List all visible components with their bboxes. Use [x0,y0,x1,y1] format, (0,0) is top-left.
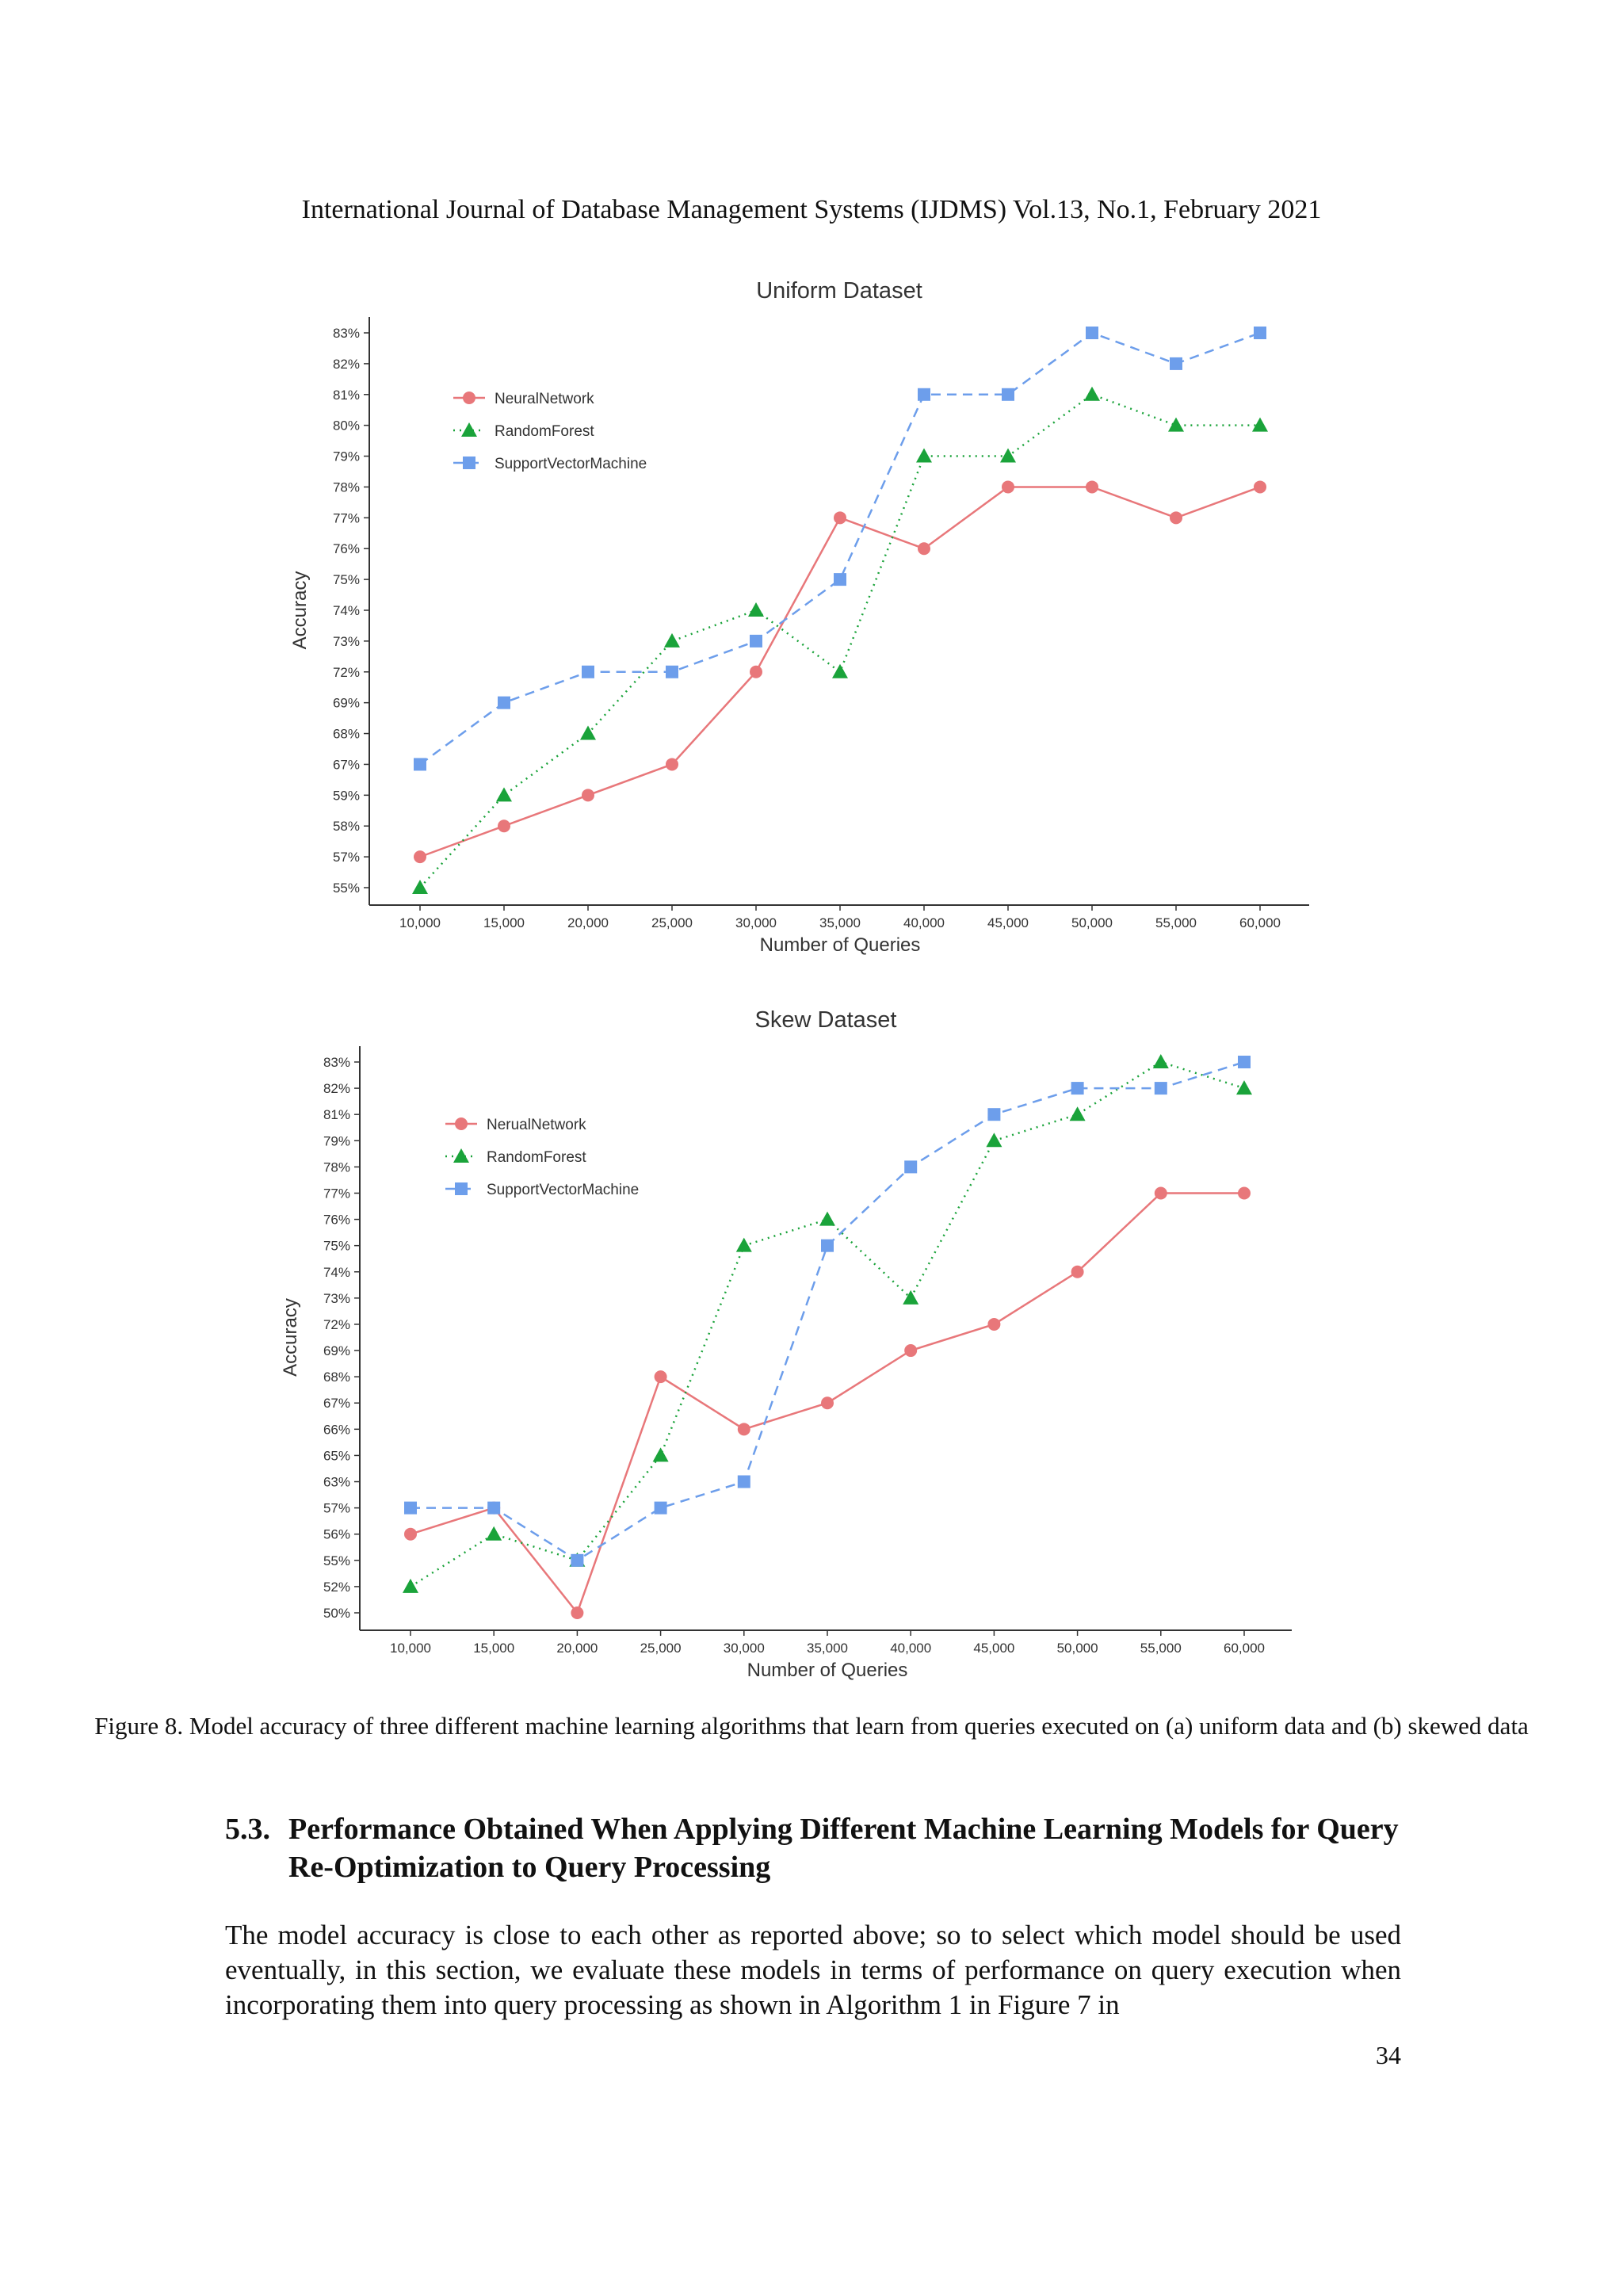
data-point [1000,449,1016,463]
y-tick-label: 50% [323,1606,350,1621]
x-tick-label: 40,000 [890,1641,932,1656]
y-tick-label: 55% [323,1553,350,1568]
data-point [1071,1266,1084,1278]
page-number: 34 [1376,2041,1401,2069]
x-tick-label: 60,000 [1224,1641,1265,1656]
y-tick-label: 83% [332,326,360,341]
x-tick-label: 35,000 [807,1641,848,1656]
y-tick-label: 81% [332,387,360,403]
data-point [496,787,512,801]
y-tick-label: 67% [323,1396,350,1412]
data-point [1254,480,1266,493]
y-tick-label: 75% [332,572,360,588]
section-title: Performance Obtained When Applying Different Machine Learning Models for Query Re-Optimization to Query Processing [288,1813,1399,1884]
y-tick-label: 76% [323,1212,350,1228]
x-tick-label: 50,000 [1071,915,1113,930]
data-point [832,664,848,678]
x-tick-label: 45,000 [987,915,1029,930]
y-tick-label: 57% [332,850,360,865]
legend-key-marker [461,422,477,437]
x-tick-label: 20,000 [567,915,609,930]
y-tick-label: 76% [332,541,360,557]
x-tick-label: 55,000 [1155,915,1197,930]
legend-label: RandomForest [487,1149,586,1166]
data-point [918,542,930,555]
y-tick-label: 82% [323,1081,350,1097]
data-point [1155,1186,1167,1199]
data-point [821,1240,834,1252]
x-tick-label: 60,000 [1239,915,1281,930]
data-point [819,1212,835,1226]
legend-key-marker [455,1117,468,1130]
data-point [1002,480,1014,493]
y-tick-label: 79% [332,449,360,464]
skew-dataset-chart-svg [0,991,1623,1688]
x-tick-label: 35,000 [819,915,861,930]
x-tick-label: 10,000 [390,1641,431,1656]
x-tick-label: 10,000 [399,915,441,930]
legend-label: NerualNetwork [487,1117,586,1133]
y-tick-label: 73% [332,633,360,649]
data-point [414,758,426,770]
data-point [738,1476,750,1488]
data-point [834,511,846,524]
data-point [987,1108,1000,1121]
data-point [821,1396,834,1409]
data-point [834,573,846,586]
data-point [571,1606,583,1619]
chart-title: Uniform Dataset [756,278,922,304]
data-point [1070,1106,1086,1121]
chart-title: Skew Dataset [754,1007,897,1033]
series-line [411,1062,1244,1587]
x-axis-label: Number of Queries [747,1660,908,1681]
data-point [666,666,678,678]
data-point [1086,480,1098,493]
data-point [1155,1082,1167,1095]
uniform-dataset-chart-svg [0,262,1623,959]
data-point [498,697,510,709]
y-tick-label: 69% [332,695,360,711]
data-point [412,880,428,894]
data-point [404,1502,417,1515]
data-point [904,1160,917,1173]
data-point [1238,1056,1251,1068]
x-tick-label: 30,000 [735,915,777,930]
y-tick-label: 78% [332,479,360,495]
y-tick-label: 82% [332,356,360,372]
y-tick-label: 77% [332,510,360,526]
y-tick-label: 57% [323,1500,350,1516]
legend-label: SupportVectorMachine [487,1182,640,1198]
series-line [411,1062,1244,1561]
y-tick-label: 52% [323,1579,350,1595]
data-point [1086,327,1098,339]
y-tick-label: 79% [323,1133,350,1149]
data-point [580,726,596,740]
y-tick-label: 81% [323,1107,350,1123]
y-tick-label: 75% [323,1238,350,1254]
y-tick-label: 68% [332,726,360,742]
section-number: 5.3. [225,1813,270,1846]
data-point [404,1528,417,1541]
chart-legend [453,391,647,472]
y-tick-label: 63% [323,1474,350,1490]
y-tick-label: 65% [323,1448,350,1464]
data-point [918,388,930,401]
y-tick-label: 72% [332,664,360,680]
y-tick-label: 80% [332,418,360,434]
y-axis-label: Accuracy [280,1298,301,1377]
x-tick-label: 25,000 [651,915,693,930]
series-RandomForest [403,1054,1252,1593]
legend-label: RandomForest [495,423,594,440]
y-tick-label: 77% [323,1186,350,1201]
data-point [655,1370,667,1383]
data-point [1238,1186,1251,1199]
y-tick-label: 55% [332,881,360,896]
x-tick-label: 30,000 [723,1641,765,1656]
legend-key-marker [463,392,475,404]
data-point [738,1423,750,1435]
data-point [750,666,762,678]
x-tick-label: 25,000 [640,1641,682,1656]
chart-legend [445,1117,639,1198]
data-point [582,666,594,678]
skew-dataset-chart [0,991,1623,1688]
data-point [750,635,762,648]
x-tick-label: 15,000 [473,1641,515,1656]
data-point [1084,387,1100,401]
y-tick-label: 74% [323,1264,350,1280]
running-header: International Journal of Database Management Systems (IJDMS) Vol.13, No.1, February 2021 [301,195,1322,224]
y-tick-label: 59% [332,788,360,804]
body-paragraph: The model accuracy is close to each other as reported above; so to select which model should be used eventually, in this section, we evaluate these models in terms of performance on query execution when incorporating them into query processing as shown in Algorithm 1 in Figure 7 in [225,1920,1401,2020]
data-point [1170,511,1182,524]
data-point [1254,327,1266,339]
data-point [1071,1082,1084,1095]
data-point [1236,1080,1252,1095]
data-point [1170,357,1182,370]
data-point [1153,1054,1169,1068]
y-tick-label: 58% [332,819,360,835]
x-tick-label: 40,000 [903,915,945,930]
data-point [736,1238,752,1252]
y-tick-label: 78% [323,1159,350,1175]
uniform-dataset-chart [0,262,1623,959]
y-tick-label: 72% [323,1316,350,1332]
y-tick-label: 67% [332,757,360,773]
data-point [986,1133,1002,1147]
data-point [904,1344,917,1357]
data-point [486,1526,502,1541]
data-point [664,633,680,648]
data-point [653,1447,669,1461]
y-tick-label: 73% [323,1290,350,1306]
figure-caption: Figure 8. Model accuracy of three different machine learning algorithms that learn from queries executed on (a) uniform data and (b) skewed data [94,1712,1529,1740]
y-tick-label: 69% [323,1343,350,1359]
x-tick-label: 45,000 [973,1641,1015,1656]
x-tick-label: 20,000 [556,1641,598,1656]
data-point [487,1502,500,1515]
data-point [903,1290,918,1305]
y-axis-label: Accuracy [289,571,311,650]
data-point [414,850,426,863]
data-point [748,602,764,617]
data-point [498,819,510,832]
data-point [1168,418,1184,432]
x-tick-label: 15,000 [483,915,525,930]
data-point [987,1318,1000,1331]
y-tick-label: 66% [323,1422,350,1438]
legend-label: NeuralNetwork [495,391,594,407]
data-point [582,789,594,801]
data-point [655,1502,667,1515]
data-point [403,1579,418,1593]
data-point [916,449,932,463]
y-tick-label: 83% [323,1055,350,1070]
legend-key-marker [455,1182,468,1195]
data-point [571,1554,583,1567]
data-point [1002,388,1014,401]
x-tick-label: 50,000 [1056,1641,1098,1656]
data-point [666,758,678,770]
y-tick-label: 56% [323,1526,350,1542]
legend-label: SupportVectorMachine [495,456,647,472]
x-axis-label: Number of Queries [759,934,921,956]
legend-key-marker [453,1148,469,1163]
legend-key-marker [463,457,475,469]
y-tick-label: 68% [323,1370,350,1385]
x-tick-label: 55,000 [1140,1641,1182,1656]
y-tick-label: 74% [332,603,360,618]
